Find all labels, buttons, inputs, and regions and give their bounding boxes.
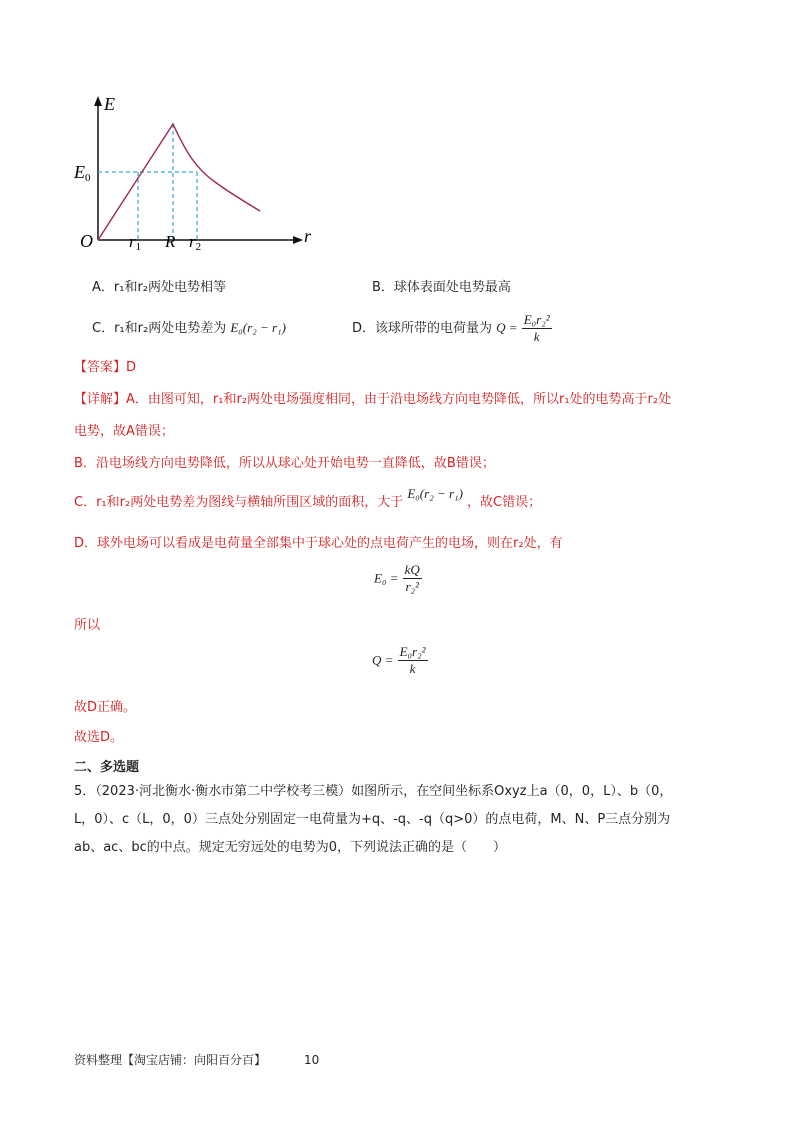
explain-c-suffix: ，故C错误；: [467, 495, 542, 510]
option-d-lhs: Q =: [496, 320, 518, 335]
field-curve: [98, 124, 260, 240]
option-c-formula: E₀(r₂ − r₁): [230, 320, 286, 335]
e-r-graph: [60, 90, 320, 260]
eq1-lhs: E₀ =: [374, 570, 399, 586]
label-r: r: [304, 226, 312, 246]
label-R: R: [165, 232, 176, 251]
equation-1: [374, 562, 422, 595]
label-E: E: [104, 94, 115, 114]
x-axis-arrow-icon: [293, 236, 303, 244]
option-d-text: D．该球所带的电荷量为: [352, 321, 493, 336]
eq2-num: E₀r₂²: [399, 644, 426, 659]
eq2-den: k: [409, 661, 416, 676]
explain-c: [74, 486, 542, 513]
option-a: A．r₁和r₂两处电势相等: [92, 280, 227, 295]
question-5-line2: L，0）、c（L，0，0）三点处分别固定一电荷量为+q、-q、-q（q>0）的点电荷，M、N、P三点分别为: [74, 812, 671, 827]
label-E0: E0: [74, 162, 91, 184]
option-c: [92, 318, 286, 339]
explain-a-line2: 电势，故A错误；: [74, 424, 174, 439]
page-number: 10: [304, 1053, 320, 1067]
explain-c-formula: E₀(r₂ − r₁): [407, 486, 463, 501]
footer-text: 资料整理【淘宝店铺：向阳百分百】: [74, 1053, 267, 1067]
explain-so: 所以: [74, 618, 101, 633]
explain-d-correct: 故D正确。: [74, 700, 137, 715]
option-d-fraction: [522, 312, 552, 345]
section-title: 二、多选题: [74, 760, 140, 775]
label-r2: r2: [189, 232, 202, 253]
eq1-den: r₂²: [405, 579, 419, 594]
option-b: B．球体表面处电势最高: [372, 280, 511, 295]
eq2-lhs: Q =: [372, 652, 394, 668]
option-c-text: C．r₁和r₂两处电势差为: [92, 321, 227, 336]
option-d-den: k: [533, 329, 540, 344]
question-5-line1: 5．（2023·河北衡水·衡水市第二中学校考三模）如图所示，在空间坐标系Oxyz上a（0，0，L）、b（0，: [74, 784, 673, 799]
explain-b: B．沿电场线方向电势降低，所以从球心处开始电势一直降低，故B错误；: [74, 456, 495, 471]
eq1-num: kQ: [404, 562, 420, 577]
explain-choose: 故选D。: [74, 730, 124, 745]
explain-a-line1: 【详解】A．由图可知，r₁和r₂两处电场强度相同，由于沿电场线方向电势降低，所以r₁处的电势高于r₂处: [74, 392, 672, 407]
equation-2: [372, 644, 428, 677]
option-d: [352, 312, 552, 345]
answer: 【答案】D: [74, 360, 137, 375]
eq1-fraction: [403, 562, 422, 595]
option-d-num: E₀r₂²: [523, 312, 550, 327]
question-5-line3: ab、ac、bc的中点。规定无穷远处的电势为0，下列说法正确的是（ ）: [74, 840, 507, 855]
label-O: O: [80, 231, 93, 251]
eq2-fraction: [398, 644, 428, 677]
y-axis-arrow-icon: [94, 96, 102, 106]
explain-c-text: C．r₁和r₂两处电势差为图线与横轴所围区域的面积，大于: [74, 495, 404, 510]
explain-d: D．球外电场可以看成是电荷量全部集中于球心处的点电荷产生的电场，则在r₂处，有: [74, 536, 563, 551]
label-r1: r1: [129, 232, 142, 253]
